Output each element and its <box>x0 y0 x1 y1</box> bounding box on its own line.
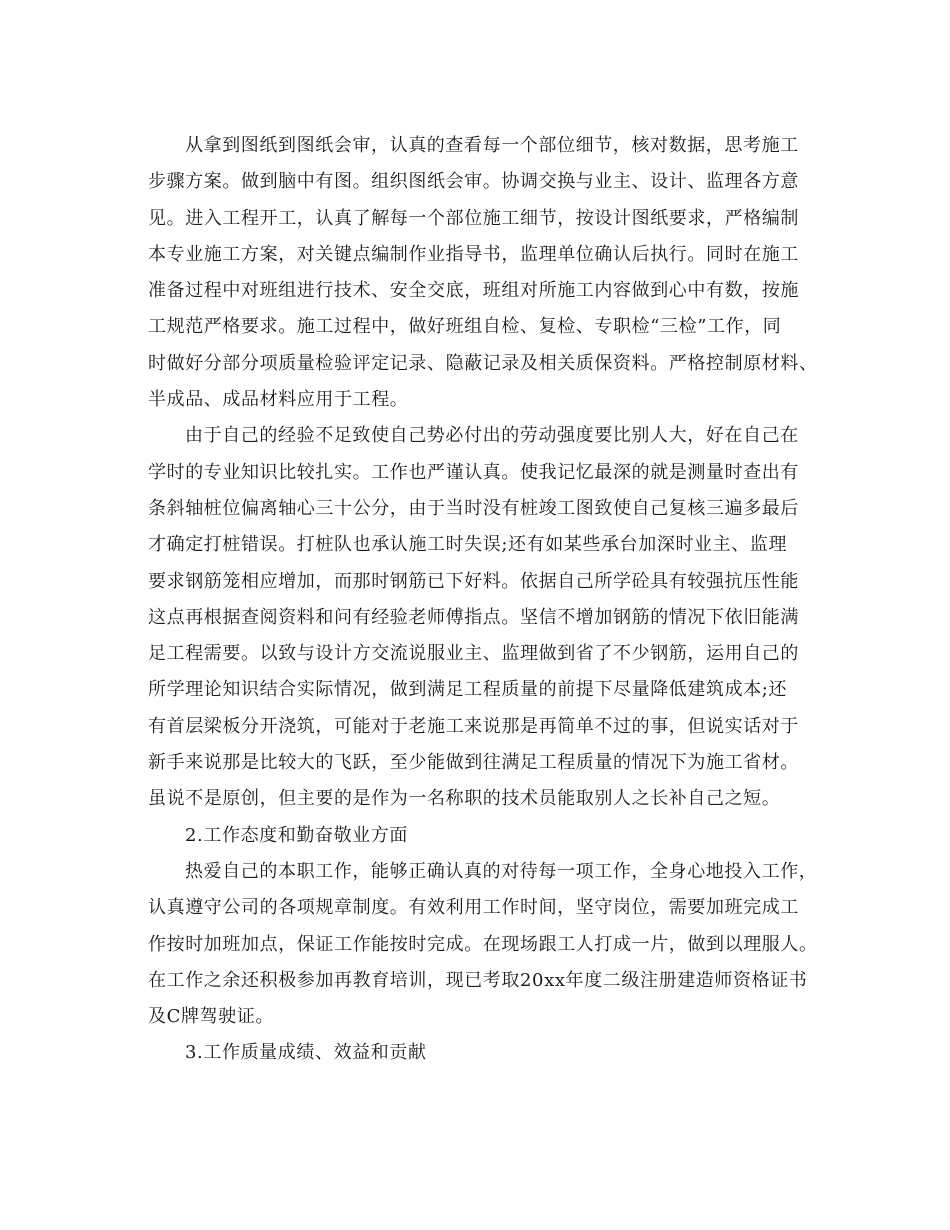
paragraph-line: 虽说不是原创，但主要的是作为一名称职的技术员能取别人之长补自己之短。 <box>148 788 781 810</box>
paragraph-line: 足工程需要。以致与设计方交流说服业主、监理做到省了不少钢筋，运用自己的 <box>148 643 799 665</box>
paragraph-line: 作按时加班加点，保证工作能按时完成。在现场跟工人打成一片，做到以理服人。 <box>148 933 818 955</box>
paragraph-line: 本专业施工方案，对关键点编制作业指导书，监理单位确认后执行。同时在施工 <box>148 243 799 265</box>
paragraph-line: 热爱自己的本职工作，能够正确认真的对待每一项工作，全身心地投入工作， <box>185 860 818 882</box>
paragraph-line: 步骤方案。做到脑中有图。组织图纸会审。协调交换与业主、设计、监理各方意 <box>148 171 799 193</box>
paragraph-line: 由于自己的经验不足致使自己势必付出的劳动强度要比别人大，好在自己在 <box>185 425 799 447</box>
paragraph-line: 要求钢筋笼相应增加，而那时钢筋已下好料。依据自己所学砼具有较强抗压性能 <box>148 570 799 592</box>
section-heading: 3.工作质量成绩、效益和贡献 <box>185 1042 427 1064</box>
paragraph-line: 才确定打桩错误。打桩队也承认施工时失误;还有如某些承台加深时业主、监理 <box>148 534 788 556</box>
paragraph-line: 新手来说那是比较大的飞跃，至少能做到往满足工程质量的情况下为施工省材。 <box>148 752 799 774</box>
paragraph-line: 工规范严格要求。施工过程中，做好班组自检、复检、专职检“三检”工作，同 <box>148 316 782 338</box>
paragraph-line: 从拿到图纸到图纸会审，认真的查看每一个部位细节，核对数据，思考施工 <box>185 135 799 156</box>
body-text <box>148 128 818 1072</box>
paragraph-line: 时做好分部分项质量检验评定记录、隐蔽记录及相关质保资料。严格控制原材料、 <box>148 352 818 374</box>
paragraph-line: 在工作之余还积极参加再教育培训，现已考取20xx年度二级注册建造师资格证书 <box>148 969 808 991</box>
paragraph-line: 学时的专业知识比较扎实。工作也严谨认真。使我记忆最深的就是测量时查出有 <box>148 461 799 483</box>
paragraph-line: 所学理论知识结合实际情况，做到满足工程质量的前提下尽量降低建筑成本;还 <box>148 679 788 701</box>
paragraph-line: 条斜轴桩位偏离轴心三十公分，由于当时没有桩竣工图致使自己复核三遍多最后 <box>148 497 799 519</box>
paragraph-line: 认真遵守公司的各项规章制度。有效利用工作时间，坚守岗位，需要加班完成工 <box>148 897 799 919</box>
paragraph-line: 有首层梁板分开浇筑，可能对于老施工来说那是再简单不过的事，但说实话对于 <box>148 715 799 737</box>
paragraph-line: 见。进入工程开工，认真了解每一个部位施工细节，按设计图纸要求，严格编制 <box>148 207 799 229</box>
paragraph-line: 准备过程中对班组进行技术、安全交底，班组对所施工内容做到心中有数，按施 <box>148 280 799 302</box>
paragraph-line: 这点再根据查阅资料和问有经验老师傅指点。坚信不增加钢筋的情况下依旧能满 <box>148 606 799 628</box>
paragraph-line: 及C牌驾驶证。 <box>148 1006 274 1028</box>
paragraph-line: 半成品、成品材料应用于工程。 <box>148 389 409 411</box>
section-heading: 2.工作态度和勤奋敬业方面 <box>185 824 408 846</box>
